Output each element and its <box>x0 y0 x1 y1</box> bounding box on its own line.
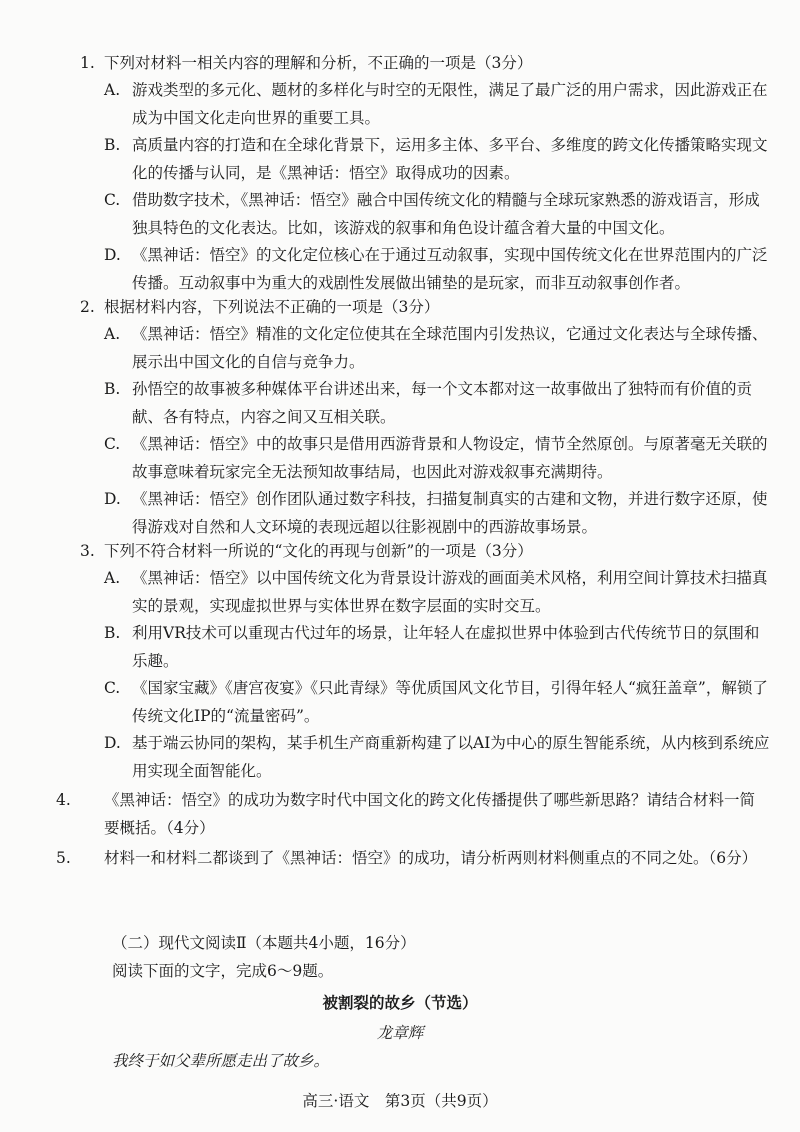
article-author: 龙章辉 <box>376 1024 424 1042</box>
question-text: 根据材料内容，下列说法不正确的一项是（3分） <box>104 298 440 316</box>
question-2 <box>80 294 770 541</box>
option-letter: D. <box>104 490 121 508</box>
article-title: 被割裂的故乡（节选） <box>322 993 478 1012</box>
option-d <box>104 486 770 541</box>
option-letter: A. <box>104 569 121 587</box>
option-letter: C. <box>104 435 121 453</box>
section-instruction: 阅读下面的文字，完成6～9题。 <box>112 962 334 980</box>
question-2-stem <box>80 294 770 321</box>
option-a <box>104 321 770 376</box>
option-c <box>104 187 770 242</box>
option-d <box>104 242 770 297</box>
question-number: 1. <box>80 54 95 72</box>
option-text: 《国家宝藏》《唐宫夜宴》《只此青绿》等优质国风文化节目，引得年轻人“疯狂盖章”，解锁了传统文化IP的“流量密码”。 <box>132 679 768 725</box>
question-text: 材料一和材料二都谈到了《黑神话：悟空》的成功，请分析两则材料侧重点的不同之处。（6分） <box>104 849 758 867</box>
option-letter: C. <box>104 191 121 209</box>
question-1 <box>80 50 770 297</box>
question-3-stem <box>80 538 770 565</box>
option-text: 《黑神话：悟空》的文化定位核心在于通过互动叙事，实现中国传统文化在世界范围内的广泛传播。互动叙事中为重大的戏剧性发展做出铺垫的是玩家，而非互动叙事创作者。 <box>132 246 768 292</box>
article-first-line: 我终于如父辈所愿走出了故乡。 <box>112 1052 330 1070</box>
option-text: 基于端云协同的架构，某手机生产商重新构建了以AI为中心的原生智能系统，从内核到系统应用实现全面智能化。 <box>132 734 770 780</box>
option-text: 借助数字技术，《黑神话：悟空》融合中国传统文化的精髓与全球玩家熟悉的游戏语言，形成独具特色的文化表达。比如，该游戏的叙事和角色设计蕴含着大量的中国文化。 <box>132 191 760 237</box>
option-letter: B. <box>104 380 121 398</box>
question-number: 5. <box>56 849 71 867</box>
option-letter: D. <box>104 246 121 264</box>
question-4 <box>56 787 770 842</box>
option-letter: A. <box>104 81 121 99</box>
question-5 <box>56 845 770 873</box>
option-letter: D. <box>104 734 121 752</box>
option-letter: A. <box>104 325 121 343</box>
question-text: 下列不符合材料一所说的“文化的再现与创新”的一项是（3分） <box>104 542 533 560</box>
option-text: 游戏类型的多元化、题材的多样化与时空的无限性，满足了最广泛的用户需求，因此游戏正在成为中国文化走向世界的重要工具。 <box>132 81 768 127</box>
option-a <box>104 77 770 132</box>
option-c <box>104 675 770 730</box>
question-number: 4. <box>56 791 71 809</box>
question-text: 《黑神话：悟空》的成功为数字时代中国文化的跨文化传播提供了哪些新思路？请结合材料一简要概括。（4分） <box>104 791 756 837</box>
option-text: 《黑神话：悟空》精准的文化定位使其在全球范围内引发热议，它通过文化表达与全球传播、展示出中国文化的自信与竞争力。 <box>132 325 768 371</box>
question-number: 2. <box>80 298 95 316</box>
option-b <box>104 620 770 675</box>
option-c <box>104 431 770 486</box>
option-b <box>104 376 770 431</box>
option-text: 高质量内容的打造和在全球化背景下，运用多主体、多平台、多维度的跨文化传播策略实现文化的传播与认同，是《黑神话：悟空》取得成功的因素。 <box>132 136 768 182</box>
question-5-stem <box>56 845 770 873</box>
option-letter: B. <box>104 136 121 154</box>
option-text: 《黑神话：悟空》以中国传统文化为背景设计游戏的画面美术风格，利用空间计算技术扫描真实的景观，实现虚拟世界与实体世界在数字层面的实时交互。 <box>132 569 768 615</box>
page-footer: 高三·语文 第3页（共9页） <box>302 1092 498 1110</box>
option-d <box>104 730 770 785</box>
option-b <box>104 132 770 187</box>
option-letter: C. <box>104 679 121 697</box>
option-a <box>104 565 770 620</box>
option-letter: B. <box>104 624 121 642</box>
option-text: 《黑神话：悟空》创作团队通过数字科技，扫描复制真实的古建和文物，并进行数字还原，使得游戏对自然和人文环境的表现远超以往影视剧中的西游故事场景。 <box>132 490 768 536</box>
question-4-stem <box>56 787 770 842</box>
question-3 <box>80 538 770 785</box>
option-text: 孙悟空的故事被多种媒体平台讲述出来，每一个文本都对这一故事做出了独特而有价值的贡献、各有特点，内容之间又互相关联。 <box>132 380 753 426</box>
question-text: 下列对材料一相关内容的理解和分析，不正确的一项是（3分） <box>104 54 533 72</box>
question-1-stem <box>80 50 770 77</box>
option-text: 利用VR技术可以重现古代过年的场景，让年轻人在虚拟世界中体验到古代传统节日的氛围和乐趣。 <box>132 624 760 670</box>
question-number: 3. <box>80 542 95 560</box>
section-heading: （二）现代文阅读Ⅱ（本题共4小题，16分） <box>112 934 416 952</box>
option-text: 《黑神话：悟空》中的故事只是借用西游背景和人物设定，情节全然原创。与原著毫无关联的故事意味着玩家完全无法预知故事结局，也因此对游戏叙事充满期待。 <box>132 435 768 481</box>
